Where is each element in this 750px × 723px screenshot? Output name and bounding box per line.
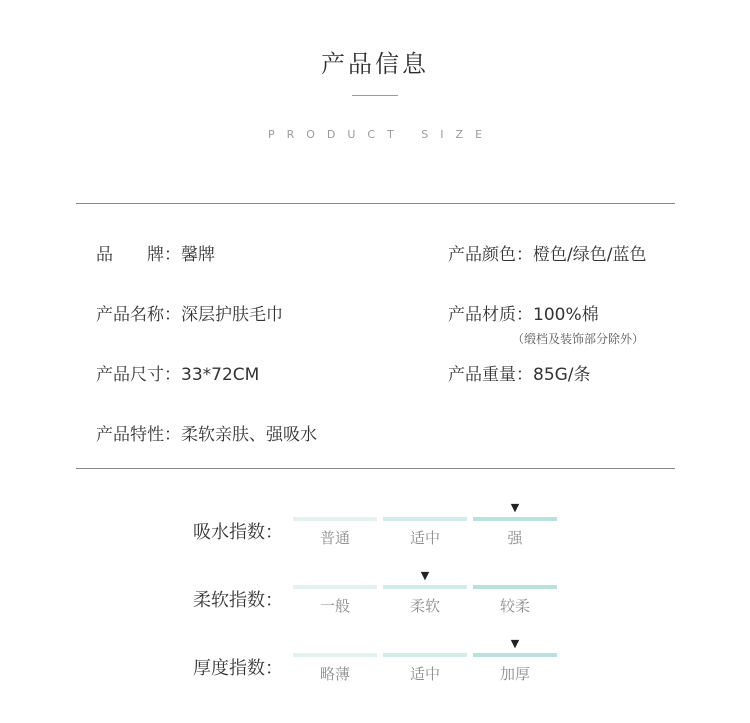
index-softness xyxy=(0,569,750,626)
index-segment xyxy=(473,501,557,548)
spec-weight-value: 85G/条 xyxy=(533,365,591,385)
segment-text: 强 xyxy=(507,529,523,547)
title-divider xyxy=(352,95,398,96)
index-segment xyxy=(473,637,557,684)
spec-name xyxy=(96,300,283,325)
index-absorbency xyxy=(0,501,750,558)
index-segment xyxy=(383,569,467,616)
index-marker: ▼ xyxy=(510,637,520,650)
spec-material xyxy=(448,300,599,325)
index-label: 吸水指数： xyxy=(193,522,283,543)
spec-color-value: 橙色/绿色/蓝色 xyxy=(533,245,647,265)
segment-text: 适中 xyxy=(409,665,440,683)
segment-text: 略薄 xyxy=(319,665,350,683)
segment-text: 普通 xyxy=(319,529,350,547)
spec-name-value: 深层护肤毛巾 xyxy=(181,305,283,325)
spec-material-value: 100%棉 xyxy=(533,305,599,325)
spec-brand-label: 品 牌： xyxy=(96,245,181,265)
spec-weight xyxy=(448,360,591,385)
spec-size-label: 产品尺寸： xyxy=(96,365,181,385)
index-segment xyxy=(293,517,377,548)
segment-bar xyxy=(383,653,467,657)
index-marker: ▼ xyxy=(420,569,430,582)
segment-bar xyxy=(473,653,557,657)
spec-weight-label: 产品重量： xyxy=(448,365,533,385)
spec-size-value: 33*72CM xyxy=(181,365,260,385)
spec-feature-label: 产品特性： xyxy=(96,425,181,445)
index-segment xyxy=(473,585,557,616)
index-marker: ▼ xyxy=(510,501,520,514)
spec-brand-value: 馨牌 xyxy=(181,245,215,265)
index-segment xyxy=(293,653,377,684)
segment-bar xyxy=(473,517,557,521)
segment-text: 加厚 xyxy=(499,665,530,683)
spec-material-note: （缎档及装饰部分除外） xyxy=(512,332,645,346)
page-title: 产品信息 xyxy=(321,50,429,78)
segment-text: 柔软 xyxy=(409,597,440,615)
segment-text: 较柔 xyxy=(499,597,530,615)
index-segment xyxy=(383,653,467,684)
segment-bar xyxy=(383,585,467,589)
segment-bar xyxy=(383,517,467,521)
spec-feature xyxy=(96,420,317,445)
index-segment xyxy=(383,517,467,548)
index-thickness xyxy=(0,637,750,694)
spec-color-label: 产品颜色： xyxy=(448,245,533,265)
index-label: 厚度指数： xyxy=(193,658,283,679)
bottom-divider xyxy=(76,468,675,469)
segment-bar xyxy=(293,517,377,521)
segment-text: 一般 xyxy=(319,597,350,615)
page-subtitle: PRODUCT SIZE xyxy=(267,128,495,141)
spec-brand xyxy=(96,240,215,265)
spec-size xyxy=(96,360,259,385)
spec-material-label: 产品材质： xyxy=(448,305,533,325)
spec-feature-value: 柔软亲肤、强吸水 xyxy=(181,425,317,445)
segment-bar xyxy=(473,585,557,589)
spec-name-label: 产品名称： xyxy=(96,305,181,325)
segment-bar xyxy=(293,585,377,589)
spec-color xyxy=(448,240,646,265)
index-label: 柔软指数： xyxy=(193,590,283,611)
segment-text: 适中 xyxy=(409,529,440,547)
index-segment xyxy=(293,585,377,616)
top-divider xyxy=(76,203,675,204)
segment-bar xyxy=(293,653,377,657)
